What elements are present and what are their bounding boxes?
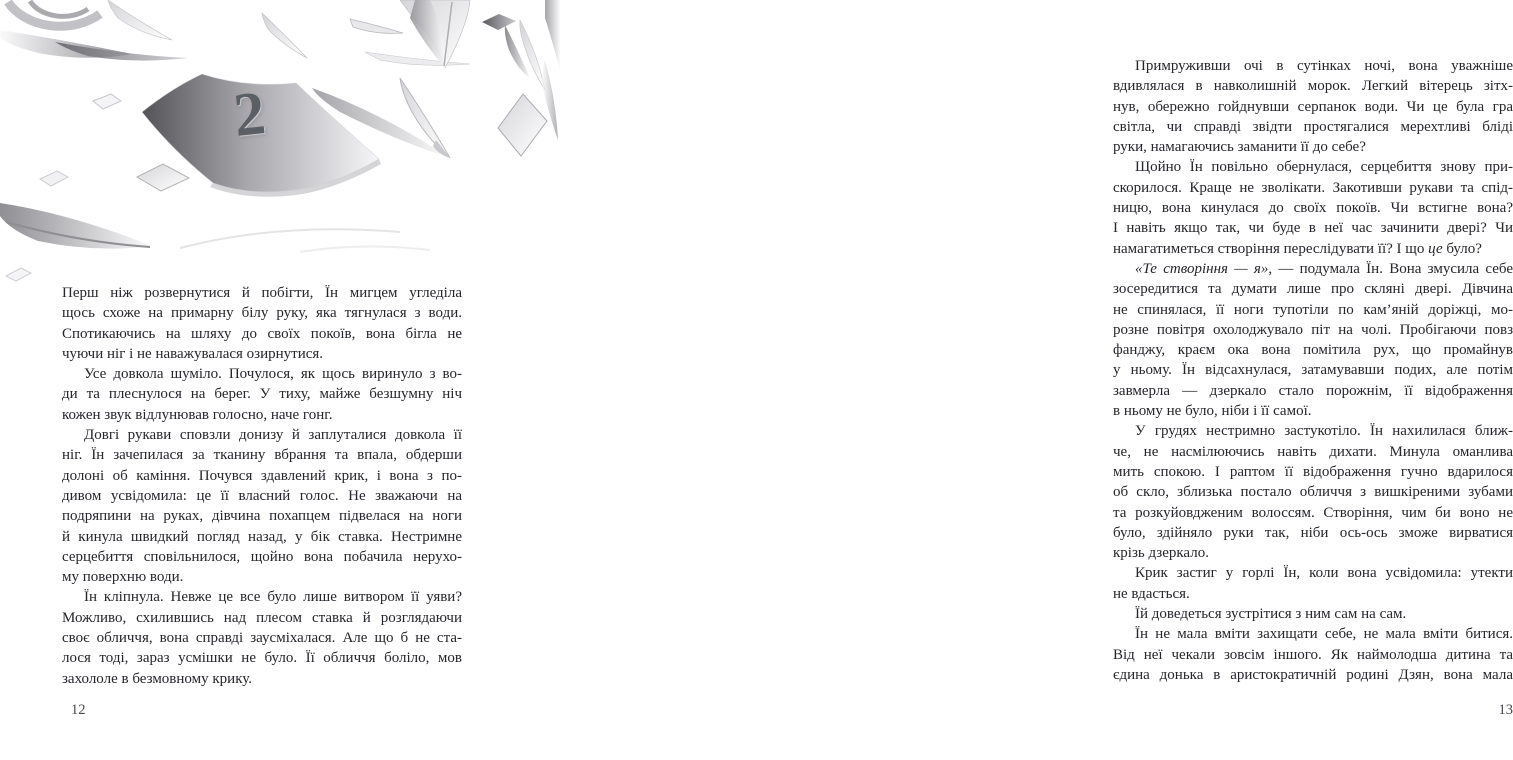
text-run: Примруживши очі в сутінках ночі, вона уважніше: [1135, 58, 1513, 74]
text-run: й кинула швидкий погляд назад, у бік ставка. Нестримне: [62, 528, 462, 545]
paragraph: [1113, 604, 1513, 624]
text-run: захололе в безмовному крику.: [62, 670, 253, 687]
text-run: в ньому не було, ніби і її самої.: [1113, 403, 1312, 420]
text-line: [62, 364, 462, 384]
text-line: [1113, 543, 1513, 563]
text-line: [1113, 604, 1513, 624]
text-line: [1113, 360, 1513, 380]
text-line: [62, 669, 462, 689]
text-line: [1113, 381, 1513, 401]
text-line: [1113, 624, 1513, 644]
right-page-number: 13: [1498, 702, 1513, 718]
text-line: [1113, 259, 1513, 279]
paragraph: [1113, 157, 1513, 258]
text-line: [1113, 56, 1513, 76]
text-line: [1113, 76, 1513, 96]
text-run: Їн кліпнула. Невже це все було лише витвором її уяви?: [84, 589, 462, 606]
text-run: Перш ніж розвернутися й побігти, Їн мигцем угледіла: [62, 285, 462, 301]
text-line: [62, 547, 462, 567]
text-run: вдивлялася в навколишній морок. Легкий вітерець зітх-: [1113, 78, 1513, 95]
text-line: [62, 648, 462, 668]
text-run: Їй доведеться зустрітися з ним сам на сам.: [1135, 606, 1407, 623]
text-line: [62, 486, 462, 506]
text-run: Крик застиг у горлі Їн, коли вона усвідомила: утекти: [1135, 565, 1513, 582]
text-line: [62, 506, 462, 526]
text-run: Спотикаючись на шляху до своїх покоїв, вона бігла не: [62, 325, 462, 342]
text-line: [1113, 320, 1513, 340]
text-line: [1113, 503, 1513, 523]
text-run: не вдасться.: [1113, 585, 1190, 602]
paragraph: [1113, 563, 1513, 604]
chapter-number: 2: [230, 79, 269, 150]
page-left: [0, 0, 525, 760]
text-run: фанджу, краєм ока вона помітила рух, що промайнув: [1113, 342, 1513, 359]
paragraph: [1113, 259, 1513, 421]
text-line: [1113, 584, 1513, 604]
text-line: [62, 425, 462, 445]
text-line: [62, 628, 462, 648]
text-run: лося тоді, зараз усмішки не було. Її обличчя боліло, мов: [62, 650, 462, 667]
text-line: [62, 405, 462, 425]
text-line: [62, 445, 462, 465]
text-run: у ньому. Їн відсахнулася, затамувавши подих, але потім: [1113, 362, 1513, 379]
text-line: [62, 324, 462, 344]
text-run: Їн не мала вміти захищати себе, не мала вміти битися.: [1135, 626, 1513, 643]
text-run: Усе довкола шуміло. Почулося, як щось виринуло з во-: [84, 366, 462, 383]
text-run: своє обличчя, вона справді заусміхалася. Але що б не ста-: [62, 630, 462, 647]
text-run: об скло, зблизька постало обличчя з вишкіреними зубами: [1113, 484, 1513, 501]
text-run: ніг. Їн зачепилася за тканину вбрання та впала, обдерши: [62, 447, 462, 464]
text-run: подряпини на руках, дівчина похапцем підвелася на ноги: [62, 508, 462, 525]
text-run: крізь дзеркало.: [1113, 545, 1209, 562]
text-run: дивом усвідомила: це її власний голос. Не зважаючи на: [62, 487, 462, 504]
right-page-text: [1113, 56, 1513, 685]
text-run: нув, обережно гойднувши серпанок води. Чи це була гра: [1113, 98, 1513, 115]
text-line: [1113, 645, 1513, 665]
text-run: че, не насмілюючись навіть дихати. Минула оманлива: [1113, 443, 1513, 460]
text-run: завмерла — дзеркало стало порожнім, її відображення: [1113, 382, 1513, 399]
text-run: щось схоже на примарну білу руку, яка тягнулася з води.: [62, 305, 462, 322]
text-line: [62, 344, 462, 364]
text-line: [1113, 421, 1513, 441]
text-run: світла, чи справді звідти простягалися мерехтливі бліді: [1113, 118, 1513, 135]
text-run: зосередитися та думати лише про скляні двері. Дівчина: [1113, 281, 1513, 298]
text-line: [1113, 462, 1513, 482]
text-run: та розкуйовдженим волоссям. Створіння, чим би воно не: [1113, 504, 1513, 521]
text-run: долоні об каміння. Почувся здавлений крик, і вона з по-: [62, 467, 462, 484]
text-line: [1113, 157, 1513, 177]
text-run: єдина донька в аристократичній родині Дзян, вона мала: [1113, 666, 1513, 683]
text-line: [1113, 218, 1513, 238]
text-line: [1113, 117, 1513, 137]
text-line: [1113, 563, 1513, 583]
italic-text-run: «Те створіння — я»: [1135, 260, 1269, 277]
paragraph: [1113, 421, 1513, 563]
text-run: не спинялася, її ноги тупотіли по кам’яній доріжці, мо-: [1113, 301, 1513, 318]
text-run: було?: [1442, 240, 1482, 257]
paragraph: [62, 283, 462, 364]
text-line: [1113, 239, 1513, 259]
text-line: [62, 283, 462, 303]
text-line: [1113, 442, 1513, 462]
italic-text-run: це: [1428, 240, 1443, 257]
text-line: [1113, 401, 1513, 421]
text-run: кожен звук відлунював голосно, наче гонг.: [62, 406, 333, 423]
text-run: му поверхню води.: [62, 569, 184, 586]
left-page-text: [62, 283, 462, 689]
text-run: руки, намагаючись заманити її до себе?: [1113, 139, 1366, 156]
paragraph: [62, 425, 462, 587]
text-run: ди та плеснулося на берег. У тиху, майже безшумну ніч: [62, 386, 462, 403]
paragraph: [1113, 56, 1513, 157]
text-run: розне повітря охолоджувало піт на чолі. Пробігаючи повз: [1113, 321, 1513, 338]
paragraph: [62, 587, 462, 688]
text-run: чуючи ніг і не наважувалася озирнутися.: [62, 345, 324, 362]
text-run: Від неї чекали зовсім іншого. Як наймолодша дитина та: [1113, 646, 1513, 663]
text-run: У грудях нестримно застукотіло. Їн нахилилася ближ-: [1135, 423, 1513, 440]
text-line: [1113, 665, 1513, 685]
text-run: Можливо, схилившись над плесом ставка й розглядаючи: [62, 609, 462, 626]
text-line: [62, 384, 462, 404]
page-right: [525, 0, 1513, 760]
text-line: [1113, 279, 1513, 299]
text-line: [1113, 340, 1513, 360]
text-line: [1113, 300, 1513, 320]
text-line: [62, 527, 462, 547]
paragraph: [62, 364, 462, 425]
text-line: [62, 608, 462, 628]
text-line: [1113, 523, 1513, 543]
text-run: мить спокою. І раптом її відображення гучно вдарилося: [1113, 463, 1513, 480]
text-line: [62, 466, 462, 486]
text-run: серцебиття сповільнилося, щойно вона побачила нерухо-: [62, 548, 462, 565]
text-run: було, здійняло руки так, ніби ось-ось зможе вирватися: [1113, 524, 1513, 541]
text-line: [1113, 198, 1513, 218]
text-run: намагатиметься створіння переслідувати її? І що: [1113, 240, 1429, 257]
text-line: [1113, 97, 1513, 117]
text-line: [62, 303, 462, 323]
text-line: [1113, 178, 1513, 198]
text-line: [62, 567, 462, 587]
text-run: Щойно Їн повільно обернулася, серцебиття знову при-: [1135, 159, 1513, 176]
text-run: скорилося. Краще не зволікати. Закотивши рукави та спід-: [1113, 179, 1513, 196]
text-run: , — подумала Їн. Вона змусила себе: [1268, 260, 1513, 277]
text-line: [1113, 482, 1513, 502]
text-line: [1113, 137, 1513, 157]
text-run: Довгі рукави сповзли донизу й заплуталися довкола її: [84, 427, 462, 444]
paragraph: [1113, 624, 1513, 685]
text-line: [62, 587, 462, 607]
left-page-number: 12: [71, 702, 86, 718]
text-run: ницю, вона кинулася до своїх покоїв. Чи встигне вона?: [1113, 200, 1513, 217]
text-run: І навіть якщо так, чи буде в неї час зачинити двері? Чи: [1113, 220, 1513, 237]
